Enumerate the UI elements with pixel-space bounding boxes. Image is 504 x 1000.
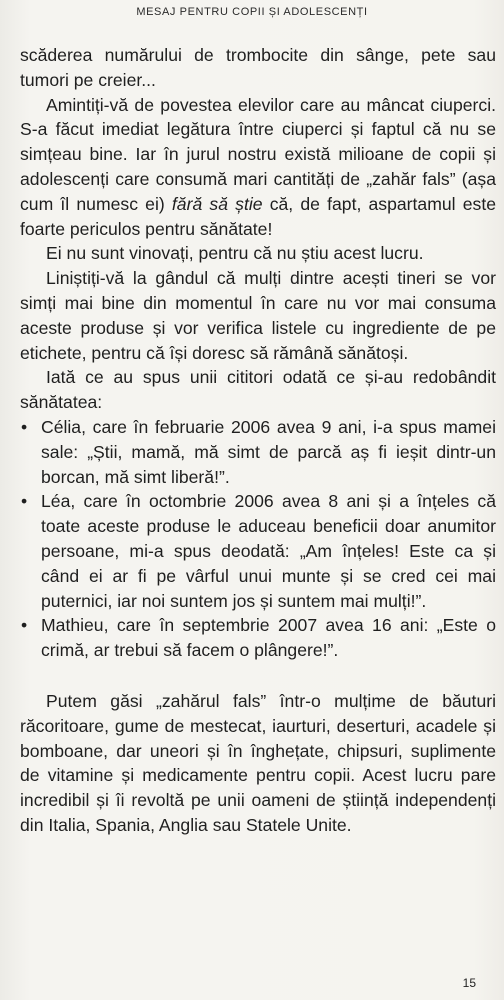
page-body-text — [20, 43, 496, 838]
paragraph-continuation: scăderea numărului de trombocite din sânge, pete sau tumori pe creier... — [20, 45, 496, 90]
bullet-icon: • — [21, 491, 28, 512]
paragraph-mushrooms-emphasis: fără să știe — [171, 193, 263, 214]
testimonial-list — [20, 415, 496, 663]
paragraph-reassurance: Liniștiți-vă la gândul că mulți dintre acești tineri se vor simți mai bine din momentul în care nu vor mai consuma aceste produse și vor verifica listele cu ingrediente de pe etichete, pentru că își doresc să rămână sănătoși. — [20, 268, 496, 363]
paragraph-fake-sugar-sources: Putem găsi „zahărul fals” într-o mulțime de băuturi răcoritoare, gume de mestecat, iaurturi, deserturi, acadele și bomboane, dar uneori și în înghețate, chipsuri, suplimente de vitamine și medicamente pentru copii. Acest lucru pare incredibil și îi revoltă pe unii oameni de știință independenți din Italia, Spania, Anglia sau Statele Unite. — [20, 690, 496, 835]
testimonial-mathieu: Mathieu, care în septembrie 2007 avea 16 ani: „Este o crimă, ar trebui să facem o plângere!”. — [41, 615, 496, 661]
testimonial-celia: Célia, care în februarie 2006 avea 9 ani, i-a spus mamei sale: „Știi, mamă, mă simt de parcă aș fi ieșit dintr-un borcan, mă simt liberă!”. — [41, 416, 496, 487]
paragraph-mushrooms — [20, 93, 496, 242]
list-item — [20, 415, 496, 489]
paragraph-readers-intro: Iată ce au spus unii cititori odată ce și-au redobândit sănătatea: — [20, 367, 496, 413]
paragraph-mushrooms-text-start: Amintiți-vă de povestea elevilor care au mâncat ciuperci. S-a făcut imediat legătura între ciuperci și faptul că nu se simțeau bine. Iar în jurul nostru există milioane de copii și adolescenți care consumă mari cantități de „zahăr fals” (așa cum îl numesc ei) — [20, 94, 496, 214]
paragraph-mushrooms-text-end: că, de fapt, aspartamul este foarte periculos pentru sănătate! — [20, 193, 496, 239]
list-item — [20, 613, 496, 663]
bullet-icon: • — [21, 615, 28, 636]
paragraph-not-guilty: Ei nu sunt vinovați, pentru că nu știu acest lucru. — [46, 243, 424, 264]
testimonial-lea: Léa, care în octombrie 2006 avea 8 ani și a înțeles că toate aceste produse le aduceau beneficii doar anumitor persoane, mi-a spus deodată: „Am înțeles! Este ca și când ei ar fi pe vârful unui munte și se cred cei mai puternici, iar noi suntem jos și suntem mai mulți!”. — [41, 491, 496, 611]
paragraph-spacer — [20, 663, 496, 689]
running-header: MESAJ PENTRU COPII ȘI ADOLESCENȚI — [136, 6, 368, 18]
bullet-icon: • — [21, 416, 28, 437]
list-item — [20, 489, 496, 613]
page-number: 15 — [462, 976, 476, 990]
